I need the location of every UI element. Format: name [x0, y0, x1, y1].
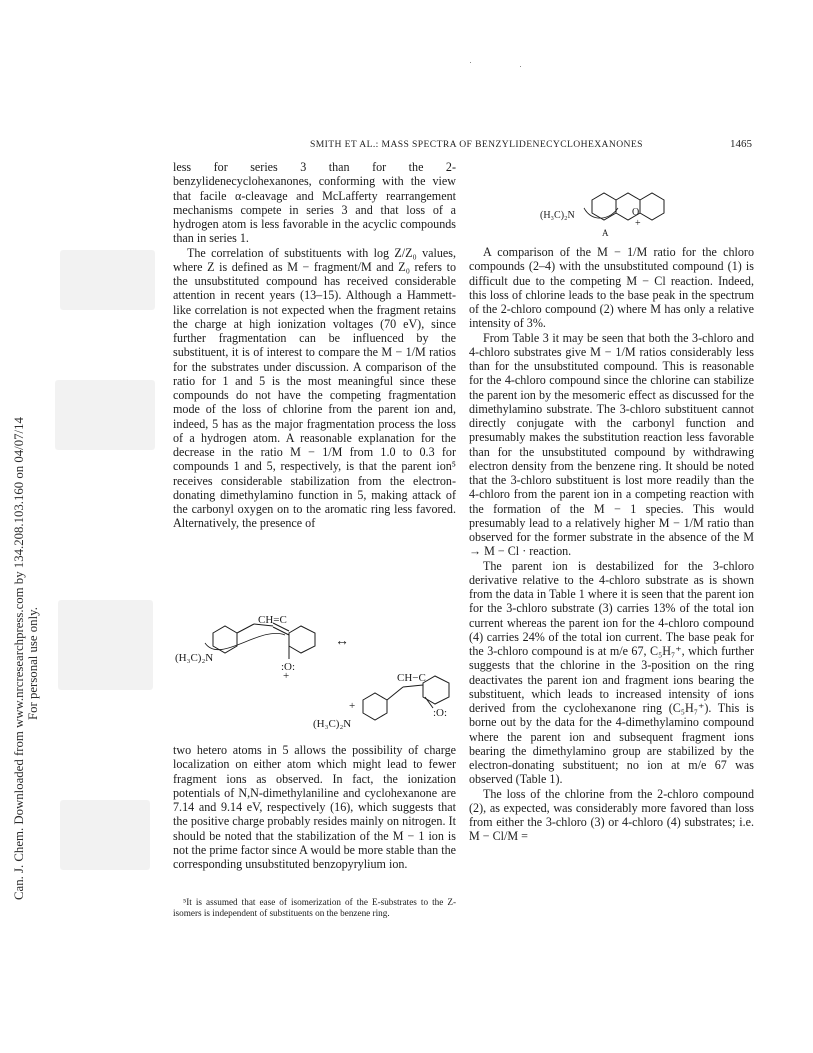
charge-label: +: [283, 670, 290, 682]
substituent-label: (H₃C)₂N: [313, 718, 352, 730]
charge-label: +: [635, 218, 641, 229]
linker-label: CH=C: [258, 614, 287, 626]
paragraph: A comparison of the M − 1/M ratio for the chloro compounds (2–4) with the unsubstituted compound (1) is difficult due to the competing M − Cl reaction. Indeed, this loss of chlorine leads to the base peak in the spectrum of the 2-chloro compound (2) where M has only a relative intensity of 3%.: [469, 245, 754, 331]
download-notice-line-1: Can. J. Chem. Downloaded from www.nrcresearchpress.com by 134.208.103.160 on 04/07/14: [12, 417, 26, 900]
paragraph: The correlation of substituents with log Z/Z₀ values, where Z is defined as M − fragment/M and Z₀ refers to the unsubstituted compound has received considerable attention in recent years (13–15). Although a Hammett-like correlation is not expected when the fragment retains the charge at high ionization voltages (70 eV), since further fragmentation can be influenced by the substituent, it is of interest to compare the M − 1/M ratios for the substrates under discussion. A comparison of the ratio for 1 and 5 is the most meaningful since these compounds do not have the competing fragmentation mode of the loss of chlorine from the parent ion and, indeed, 5 has as the major fragmentation process the loss of a hydrogen atom. A reasonable explanation for the decrease in the ratio M − 1/M from 1.0 to 0.3 for compounds 1 and 5, respectively, is that the parent ion⁵ receives considerable stabilization from the electron-donating dimethylamino function in 5, making attack of the carbonyl oxygen on to the aromatic ring less favored. Alternatively, the presence of: [173, 245, 456, 531]
linker-label: CH−C: [397, 672, 426, 684]
download-notice-line-2: For personal use only.: [26, 607, 40, 720]
scan-speck: [520, 66, 521, 67]
oxygen-label: :O:: [433, 707, 448, 719]
resonance-structures: [175, 605, 460, 737]
left-column-top: [173, 160, 456, 531]
page-number: 1465: [730, 138, 752, 150]
resonance-arrow: ↔: [335, 634, 349, 649]
substituent-label: (H₃C)₂N: [175, 652, 214, 664]
charge-label: +: [349, 700, 356, 712]
scan-smudge: [60, 800, 150, 870]
structure-label: A: [602, 228, 609, 238]
substituent-label: (H₃C)₂N: [540, 210, 575, 221]
paragraph: less for series 3 than for the 2-benzylidenecyclohexanones, conforming with the view that facile α-cleavage and McLafferty rearrangement mechanisms compete in series 3 and that loss of a hydrogen atom is less favorable in the acyclic compounds than in series 1.: [173, 160, 456, 246]
paragraph: The loss of the chlorine from the 2-chloro compound (2), as expected, was considerably more favored than loss from either the 3-chloro (3) or 4-chloro (4) substrates; i.e. M − Cl/M =: [469, 786, 754, 844]
footnote-text: ⁵It is assumed that ease of isomerization of the E-substrates to the Z-isomers is independent of substituents on the benzene ring.: [173, 897, 456, 918]
running-head: SMITH ET AL.: MASS SPECTRA OF BENZYLIDENECYCLOHEXANONES: [310, 139, 643, 150]
ring-oxygen-label: O: [632, 207, 640, 218]
scan-speck: [470, 62, 471, 63]
paragraph: The parent ion is destabilized for the 3-chloro derivative relative to the 4-chloro substrate as is shown from the data in Table 1 where it is seen that the parent ion for the 3-chloro substrate (3) carries 13% of the total ion current whereas the parent ion for the 4-chloro compound (4) carries 24% of the total ion current. The base peak for the 3-chloro compound is at m/e 67, C₅H₇⁺, which further suggests that the chlorine in the 3-position on the ring deactivates the parent ion and fragment ions bearing the substituent, which leads to increased intensity of ions derived from the cyclohexanone ring (C₅H₇⁺). This is borne out by the data for the 4-dimethylamino compound where the parent ion and subsequent fragment ions bearing the dimethylamino group are stabilized by the electron-donating substituent; no ion at m/e 67 was observed (Table 1).: [469, 558, 754, 787]
scan-smudge: [58, 600, 153, 690]
left-column-bottom: [173, 743, 456, 871]
oxygen-label: :O:: [281, 661, 296, 673]
scan-smudge: [55, 380, 155, 450]
download-notice: [2, 160, 50, 910]
paragraph: From Table 3 it may be seen that both the 3-chloro and 4-chloro substrates give M − 1/M ratios considerably less than for the unsubstituted compound. This is reasonable for the 4-chloro compound since the chlorine can stabilize the parent ion by the mesomeric effect as discussed for the dimethylamino substrate. The 3-chloro substituent cannot directly conjugate with the carbonyl function and presumably makes the substitution reaction less favorable than for the unsubstituted compound by withdrawing electron density from the benzene ring. It should be noted that the 3-chloro substituent is lost more readily than the 4-chloro from the parent ion in a competing reaction with the formation of the M − 1 species. This would presumably lead to a relatively higher M − 1/M ratio than observed for the former substrate in the absence of the M → M − Cl · reaction.: [469, 330, 754, 559]
paragraph: two hetero atoms in 5 allows the possibility of charge localization on either atom which might lead to fewer fragment ions as observed. In fact, the ionization potentials of N,N-dimethylaniline and cyclohexanone are 7.14 and 9.14 eV, respectively (16), which suggests that the positive charge probably resides mainly on nitrogen. It should be noted that the stabilization of the M − 1 ion is not the prime factor since A would be more stable than the corresponding unsubstituted benzopyrylium ion.: [173, 743, 456, 871]
scan-smudge: [60, 250, 155, 310]
footnote: [173, 897, 456, 919]
right-column: [469, 245, 754, 844]
structure-A: [540, 178, 720, 238]
